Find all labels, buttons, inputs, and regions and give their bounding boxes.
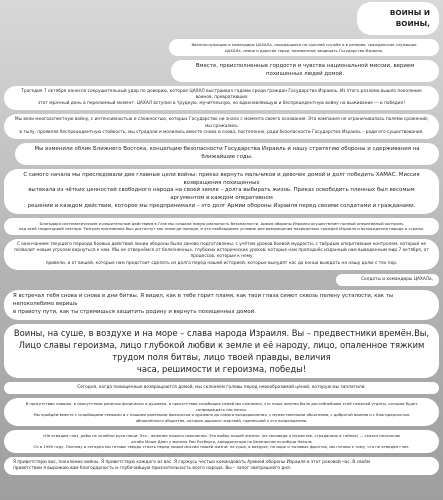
message-bubble-first-moment	[4, 169, 439, 214]
message-line: приветствии я выражаю вам благодарность и глубочайшую признательность всего народа. Вы – залог завтрашнего дня.	[13, 466, 292, 472]
message-bubble-tragedy	[4, 86, 439, 111]
message-bubble-today	[4, 382, 439, 394]
message-line: С самого начала мы преследовали две главные цели войны: приказ вернуть мальчиков и девочек домой и долг победить ХАМАС. Миссия возвращения похищенных	[23, 171, 420, 186]
message-line: Трагедия 7 октября нанесла сокрушительный удар по доверию, которое ЦАХАЛ выстраивал годами среди граждан Государства Израиль. Из этого разлома вышло поколение воинов, превративших	[21, 88, 422, 101]
message-bubble-thanks-gaza	[4, 218, 439, 235]
message-line: решении и каждом действии, которое мы предпринимали – это долг Армии обороны Израиля перед своими солдатами и гражданами.	[27, 203, 416, 210]
message-line: в правоту пути, как ты стремишься защитить родину и вернуть похищенных домой.	[13, 308, 256, 315]
message-bubble-greeting	[4, 457, 439, 475]
message-bubble-to-commanders	[169, 39, 439, 56]
message-line: «Не отводим глаз, дабы не ослабли руки наши. Это – веление нашего поколения. Это выбор нашей жизни» (из заповеди о мужестве, страданиях и тайнах) — сказал начальник	[42, 433, 401, 439]
message-line: В присутствии павших, в присутствии раненых физически и душевно, в присутствии скорбящих семей мы клянемся, что наша жертва была достойнейшим этой тяжелой утраты, которая будет сопровождать нас вечно.	[25, 401, 418, 412]
message-line: Я встречал тебя снова и снова в дни битвы. Я видел, как в тебе горит пламя, как твои глаза сияют сквозь пелену усталости, как ты непоколебимо веришь	[13, 293, 394, 307]
message-line: Я приветствую вас, поколение войны. Я приветствую каждого из вас. Я горжусь честью командовать Армией обороны Израиля в этот роковой час. В своём	[13, 459, 371, 465]
message-line: Мы вели многоаспектную войну, с интенсивностью и сложностью, которых Государство ни знало с момента своего основания. Эта кампания не ограничивалась полями сражений; мы сражались	[14, 117, 429, 129]
message-line: часа, решимости и героизма, победы!	[136, 364, 307, 375]
message-line: Вместе, преисполненные гордости и чувства национальной миссии, верием похищенных людей домой.	[195, 63, 415, 77]
message-bubble-quote	[4, 430, 439, 453]
message-line: этот мрачный день в переломный момент. ЦАХАЛ вступил в трудную, мучительную, но вдохновляющую и беспрецедентную войну на выживание — и победил!	[37, 101, 406, 107]
message-line: обновлённого общества, которое дорожит жертвой, принесшей к его возрождению.	[135, 417, 308, 423]
message-line: в тылу, проявляя беспрецедентную стойкость, мы страдали и молились вместе снова и снова, постепенно, ради безопасности Государства Израиль – ради его существования.	[19, 129, 424, 135]
message-line: над всей территорией сектора. Разгром противника был достигнут как никогда прежде, и это необходимое условие для возвращения похищенных граждан Израиля и возрождения народа и страны.	[18, 226, 425, 232]
message-bubble-met-you	[4, 290, 439, 319]
message-line: Солдаты и командиры ЦАХАЛа,	[361, 276, 433, 282]
message-bubble-war-title	[357, 2, 439, 35]
message-bubble-middle-east	[15, 143, 439, 165]
message-line: Военнослужащие и командиры ЦАХАЛа, находящиеся на срочной службе и в резерве; гражданские служащие	[191, 42, 417, 48]
message-line: Мы изменили облик Ближнего Востока, концепцию безопасности Государства Израиль и нашу стратегию обороны и сдерживания на ближайшие годы.	[34, 146, 420, 160]
message-bubble-soldiers-heading	[336, 274, 439, 286]
message-line: Оз в 1956 году. Поэтому и сегодня мы готовы твёрдо стоять перед лицом миссии нашей жизни: на суше, в воздухе, на море и тыловых фронтах, мы готовы к тому, что не отведём глаз.	[33, 444, 410, 450]
message-line: С окончанием текущего периода боевых действий линии обороны были заново подготовлены, с учётом уроков боевой мудрости, с твёрдым оперативным контролем, который не	[16, 241, 427, 247]
message-bubble-presence	[4, 398, 439, 426]
message-line: позволит новым угрозам вернуться к нам. Мы не отвернёмся от болезненных, глубоких исторических уроков, которые нам преподнёс изданный нам выведенным мир 7 октября, от процессов, которые к нему	[14, 248, 429, 260]
message-bubble-multi-front	[4, 114, 439, 139]
message-line: Сегодня, когда похищенные возвращаются домой, мы склоняем головы перед невообразимой ценой, которую мы заплатили.	[77, 385, 366, 391]
message-line: штаба Моше Даян у могилы Рои Ротберга, координатора по безопасности кибуца Нахаль	[131, 438, 312, 444]
message-line: привели, и от вещей, которые нам предстоит сделать из долга перед нашей историей, которые вынудят нас до конца выждать на нашу долю с тех пор.	[45, 260, 398, 266]
message-line: Благодаря систематическим и решительным действиям в Газе мы создали новую реальность безопасности. Армия обороны Израиля осуществляет полный оперативный контроль	[39, 220, 404, 226]
message-bubble-warriors	[4, 324, 439, 379]
message-line: Воины, на суше, в воздухе и на море – слава народа Израиля. Вы – предвестники времён.Вы,	[13, 327, 430, 338]
message-line: вытекала из чётких ценностей свободного народа на своей земле – долга выбирать жизнь. Приказ освободить пленных был весомым аргументом в каждом оперативном	[28, 187, 415, 202]
message-bubble-growth	[4, 239, 439, 270]
message-line: Мы пройдём вместе с скорбящими семьями и с нашими ранеными физически и душевно до самого выздоровления, с мужественными обьятиями, с добротой воинов и с благодарностью	[33, 412, 410, 418]
message-line: ЦАХАЛа, семьи и дорогие герои, призванные защищать Государство Израиль.	[224, 47, 384, 53]
message-line: Лицо славы героизма, лицо глубокой любви к земле и её народу, лицо, опаленное тяжким трудом поля битвы, лицо твоей правды, величия	[18, 339, 425, 362]
message-line: ВОИНЫ И ВОИНЫ,	[389, 8, 430, 28]
message-bubble-pride	[171, 60, 439, 82]
